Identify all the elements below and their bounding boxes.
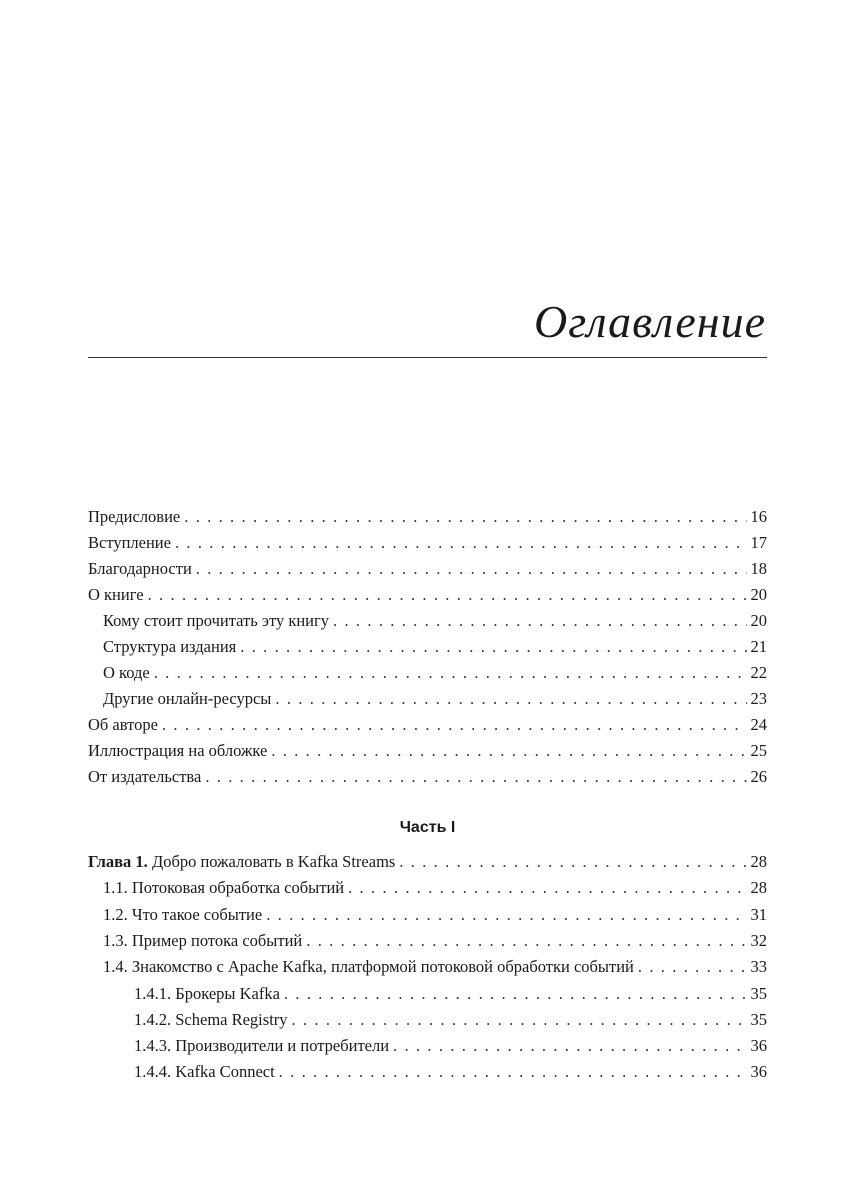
toc-subentry[interactable] [103, 928, 767, 954]
part-heading: Часть I [399, 819, 456, 836]
toc-entry-title: О коде [103, 663, 150, 682]
toc-entry-title: 1.1. Потоковая обработка событий [103, 878, 345, 897]
dot-leader [266, 902, 746, 928]
toc-entry-page: 25 [750, 741, 767, 760]
dot-leader [279, 1059, 747, 1085]
toc-chapter-entry[interactable] [88, 849, 767, 875]
toc-entry[interactable] [88, 530, 767, 556]
toc-entry[interactable] [88, 712, 767, 738]
toc-entry-title: О книге [88, 585, 144, 604]
chapter-title: Добро пожаловать в Kafka Streams [151, 852, 396, 871]
toc-entry[interactable] [88, 556, 767, 582]
toc-entry-title: Об авторе [88, 715, 158, 734]
toc-entry-page: 17 [750, 533, 767, 552]
toc-subsubentry[interactable] [134, 1059, 767, 1085]
toc-entry-page: 20 [750, 585, 767, 604]
toc-subentry[interactable] [103, 608, 767, 634]
toc-subsubentry[interactable] [134, 981, 767, 1007]
toc-entry-page: 18 [750, 559, 767, 578]
toc-entry-title: 1.4.2. Schema Registry [134, 1010, 288, 1029]
toc-subentry[interactable] [103, 875, 767, 901]
toc-entry-title: 1.2. Что такое событие [103, 905, 263, 924]
toc-entry-page: 26 [750, 767, 767, 786]
dot-leader [399, 849, 746, 875]
dot-leader [196, 556, 747, 582]
toc-entry-page: 23 [750, 689, 767, 708]
dot-leader [148, 582, 747, 608]
toc-entry-page: 28 [750, 852, 767, 871]
toc-entry-title: 1.4. Знакомство с Apache Kafka, платформой потоковой обработки событий [103, 957, 634, 976]
dot-leader [275, 686, 746, 712]
dot-leader [393, 1033, 746, 1059]
dot-leader [284, 981, 747, 1007]
toc-entry-title: 1.4.4. Kafka Connect [134, 1062, 275, 1081]
toc-subentry[interactable] [103, 660, 767, 686]
toc-entry-page: 36 [750, 1036, 767, 1055]
dot-leader [638, 954, 747, 980]
toc-entry-page: 20 [750, 611, 767, 630]
dot-leader [271, 738, 746, 764]
toc-entry-title: Благодарности [88, 559, 192, 578]
toc-entry[interactable] [88, 582, 767, 608]
dot-leader [240, 634, 746, 660]
toc-entry-title: 1.3. Пример потока событий [103, 931, 303, 950]
page-title: Оглавление [533, 296, 766, 347]
toc-entry-page: 16 [750, 507, 767, 526]
toc-entry-page: 35 [750, 984, 767, 1003]
toc-entry[interactable] [88, 504, 767, 530]
toc-subentry[interactable] [103, 686, 767, 712]
dot-leader [333, 608, 746, 634]
toc-entry-page: 33 [750, 957, 767, 976]
toc-entry-page: 35 [750, 1010, 767, 1029]
toc-subentry[interactable] [103, 954, 767, 980]
toc-subentry[interactable] [103, 634, 767, 660]
toc-entry-title: Другие онлайн-ресурсы [103, 689, 272, 708]
dot-leader [292, 1007, 747, 1033]
dot-leader [205, 764, 746, 790]
toc-entry-page: 24 [750, 715, 767, 734]
toc-entry-title: Кому стоит прочитать эту книгу [103, 611, 330, 630]
toc-entry-page: 22 [750, 663, 767, 682]
toc-entry[interactable] [88, 738, 767, 764]
toc-entry-page: 21 [750, 637, 767, 656]
toc-entry-title: Иллюстрация на обложке [88, 741, 268, 760]
toc-entry-title: От издательства [88, 767, 202, 786]
toc-entry-page: 31 [750, 905, 767, 924]
dot-leader [162, 712, 747, 738]
toc-entry-title: 1.4.1. Брокеры Kafka [134, 984, 280, 1003]
toc-entry-title [88, 849, 395, 875]
toc-subsubentry[interactable] [134, 1033, 767, 1059]
chapter-label: Глава 1. [88, 852, 148, 871]
dot-leader [175, 530, 747, 556]
toc-subentry[interactable] [103, 902, 767, 928]
dot-leader [184, 504, 746, 530]
dot-leader [348, 875, 746, 901]
toc-entry-title: Вступление [88, 533, 171, 552]
toc-entry-page: 32 [750, 931, 767, 950]
toc-subsubentry[interactable] [134, 1007, 767, 1033]
toc-entry-page: 36 [750, 1062, 767, 1081]
dot-leader [306, 928, 746, 954]
toc-entry[interactable] [88, 764, 767, 790]
toc-entry-title: Структура издания [103, 637, 237, 656]
toc-entry-title: Предисловие [88, 507, 181, 526]
dot-leader [154, 660, 747, 686]
toc-entry-page: 28 [750, 878, 767, 897]
table-of-contents [88, 0, 767, 1200]
toc-entry-title: 1.4.3. Производители и потребители [134, 1036, 390, 1055]
